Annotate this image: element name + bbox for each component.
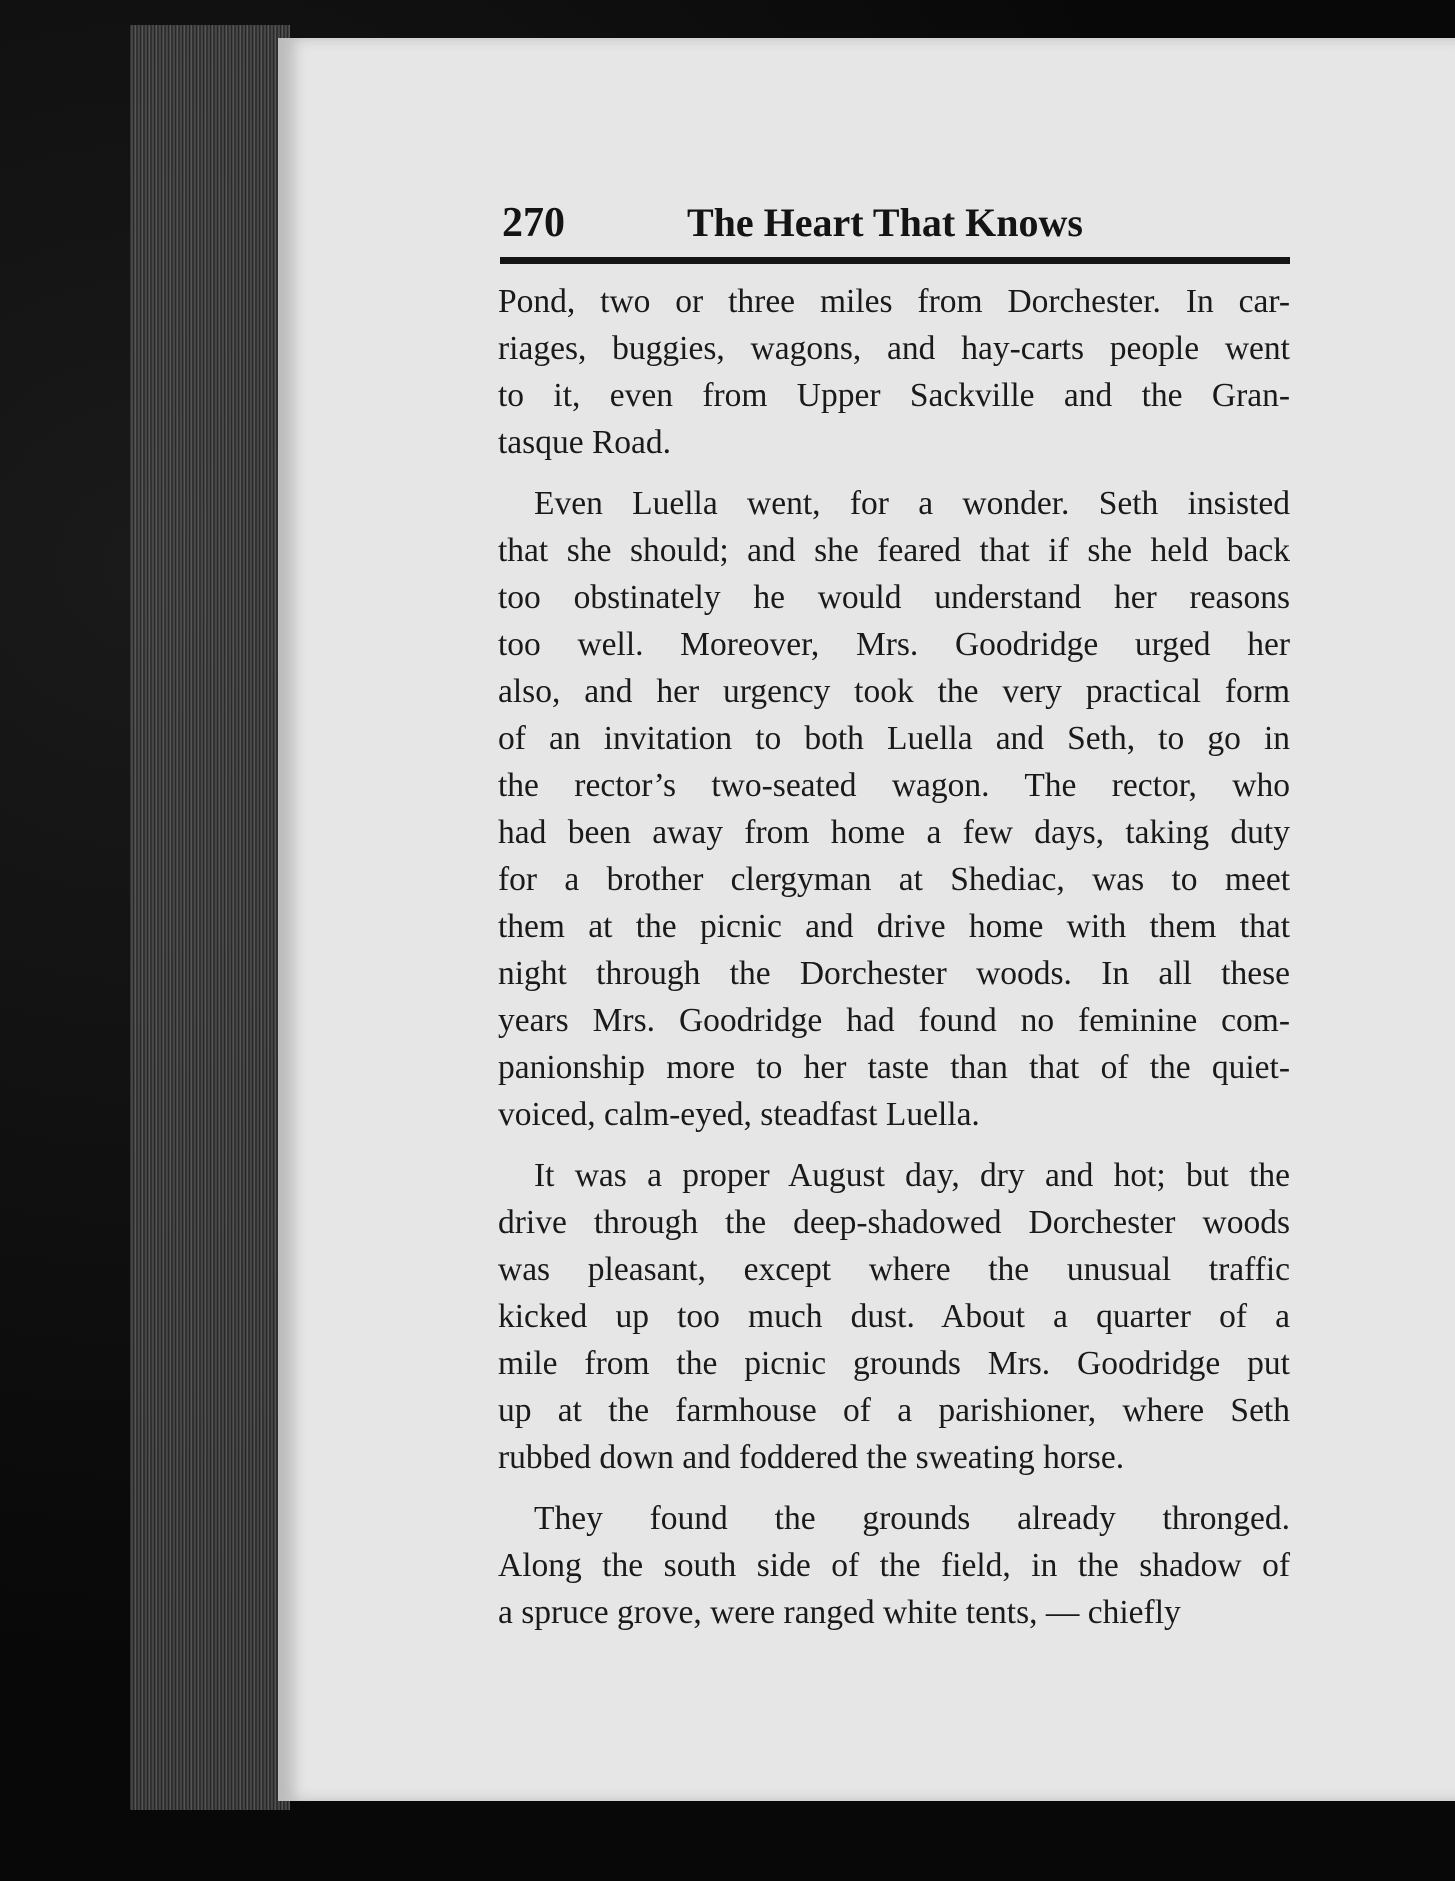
text-line: panionship more to her taste than that of the quiet- (498, 1049, 1290, 1086)
running-title: The Heart That Knows (687, 200, 1083, 245)
page-number: 270 (502, 200, 565, 246)
text-line: riages, buggies, wagons, and hay-carts people went (498, 330, 1290, 367)
text-line: up at the farmhouse of a parishioner, where Seth (498, 1392, 1290, 1429)
text-line: tasque Road. (498, 424, 672, 461)
text-line: a spruce grove, were ranged white tents, — chiefly (498, 1594, 1181, 1631)
text-line: for a brother clergyman at Shediac, was to meet (498, 861, 1290, 898)
text-line: them at the picnic and drive home with them that (498, 908, 1290, 945)
text-line: Pond, two or three miles from Dorchester. In car- (498, 283, 1290, 320)
text-line: kicked up too much dust. About a quarter of a (498, 1298, 1290, 1335)
body-text (498, 278, 1290, 1650)
header-rule (500, 257, 1290, 264)
text-line: voiced, calm-eyed, steadfast Luella. (498, 1096, 980, 1133)
page-header (502, 195, 1292, 255)
text-line: the rector’s two-seated wagon. The rector, who (498, 767, 1290, 804)
text-line: Along the south side of the field, in the shadow of (498, 1547, 1290, 1584)
text-line: had been away from home a few days, taking duty (498, 814, 1290, 851)
text-line: too obstinately he would understand her reasons (498, 579, 1290, 616)
text-line: They found the grounds already thronged. (534, 1500, 1290, 1537)
text-line: night through the Dorchester woods. In all these (498, 955, 1290, 992)
text-line: too well. Moreover, Mrs. Goodridge urged her (498, 626, 1290, 663)
text-line: It was a proper August day, dry and hot; but the (534, 1157, 1290, 1194)
text-line: of an invitation to both Luella and Seth, to go in (498, 720, 1290, 757)
text-line: rubbed down and foddered the sweating horse. (498, 1439, 1125, 1476)
paragraph (498, 1495, 1290, 1636)
text-line: also, and her urgency took the very practical form (498, 673, 1290, 710)
text-line: drive through the deep-shadowed Dorchester woods (498, 1204, 1290, 1241)
paragraph (498, 278, 1290, 466)
text-line: to it, even from Upper Sackville and the Gran- (498, 377, 1290, 414)
paragraph (498, 1152, 1290, 1481)
text-line: was pleasant, except where the unusual traffic (498, 1251, 1290, 1288)
text-line: mile from the picnic grounds Mrs. Goodridge put (498, 1345, 1290, 1382)
text-line: that she should; and she feared that if she held back (498, 532, 1290, 569)
text-line: years Mrs. Goodridge had found no feminine com- (498, 1002, 1290, 1039)
book-page-edges (130, 25, 290, 1810)
paragraph (498, 480, 1290, 1138)
text-line: Even Luella went, for a wonder. Seth insisted (534, 485, 1290, 522)
